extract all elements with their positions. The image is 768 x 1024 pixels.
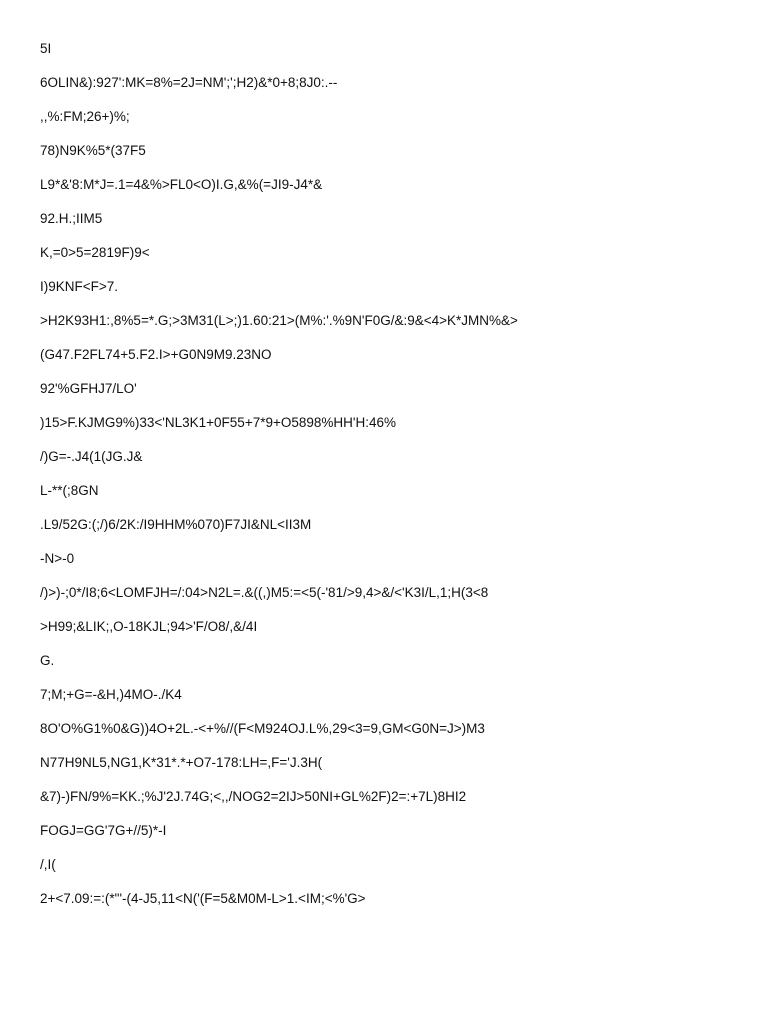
- text-line-10: (G47.F2FL74+5.F2.I>+G0N9M9.23NO: [40, 347, 272, 362]
- text-line-16: -N>-0: [40, 551, 75, 566]
- text-line-25: /,I(: [40, 857, 56, 872]
- text-line-18: >H99;&LIK;,O-18KJL;94>'F/O8/,&/4I: [40, 619, 258, 634]
- text-line-7: K,=0>5=2819F)9<: [40, 245, 150, 260]
- text-line-14: L-**(;8GN: [40, 483, 99, 498]
- text-line-5: L9*&'8:M*J=.1=4&%>FL0<O)I.G,&%(=JI9-J4*&: [40, 177, 323, 192]
- text-line-13: /)G=-.J4(1(JG.J&: [40, 449, 143, 464]
- text-line-23: &7)-)FN/9%=KK.;%J'2J.74G;<,,/NOG2=2IJ>50NI+GL%2F)2=:+7L)8HI2: [40, 789, 467, 804]
- text-line-8: I)9KNF<F>7.: [40, 279, 119, 294]
- text-line-19: G.: [40, 653, 55, 668]
- text-line-17: /)>)-;0*/I8;6<LOMFJH=/:04>N2L=.&((,)M5:=<5(-'81/>9,4>&/<'K3I/L,1;H(3<8: [40, 585, 489, 600]
- text-line-6: 92.H.;IIM5: [40, 211, 103, 226]
- text-line-26: 2+<7.09:=:(*"'-(4-J5,11<N('(F=5&M0M-L>1.<IM;<%'G>: [40, 891, 366, 906]
- text-line-2: 6OLIN&):927':MK=8%=2J=NM';';H2)&*0+8;8J0:.--: [40, 75, 338, 90]
- text-line-4: 78)N9K%5*(37F5: [40, 143, 146, 158]
- text-line-21: 8O'O%G1%0&G))4O+2L.-<+%//(F<M924OJ.L%,29<3=9,GM<G0N=J>)M3: [40, 721, 485, 736]
- text-line-22: N77H9NL5,NG1,K*31*.*+O7-178:LH=,F='J.3H(: [40, 755, 323, 770]
- text-line-9: >H2K93H1:,8%5=*.G;>3M31(L>;)1.60:21>(M%:'.%9N'F0G/&:9&<4>K*JMN%&>: [40, 313, 518, 328]
- text-lines: [40, 40, 740, 924]
- text-line-24: FOGJ=GG'7G+//5)*-I: [40, 823, 167, 838]
- text-line-3: ,,%:FM;26+)%;: [40, 109, 130, 124]
- text-line-20: 7;M;+G=-&H,)4MO-./K4: [40, 687, 182, 702]
- text-line-15: .L9/52G:(;/)6/2K:/I9HHM%070)F7JI&NL<II3M: [40, 517, 312, 532]
- text-line-11: 92'%GFHJ7/LO': [40, 381, 137, 396]
- text-line-12: )15>F.KJMG9%)33<'NL3K1+0F55+7*9+O5898%HH'H:46%: [40, 415, 396, 430]
- text-line-1: 5I: [40, 41, 52, 56]
